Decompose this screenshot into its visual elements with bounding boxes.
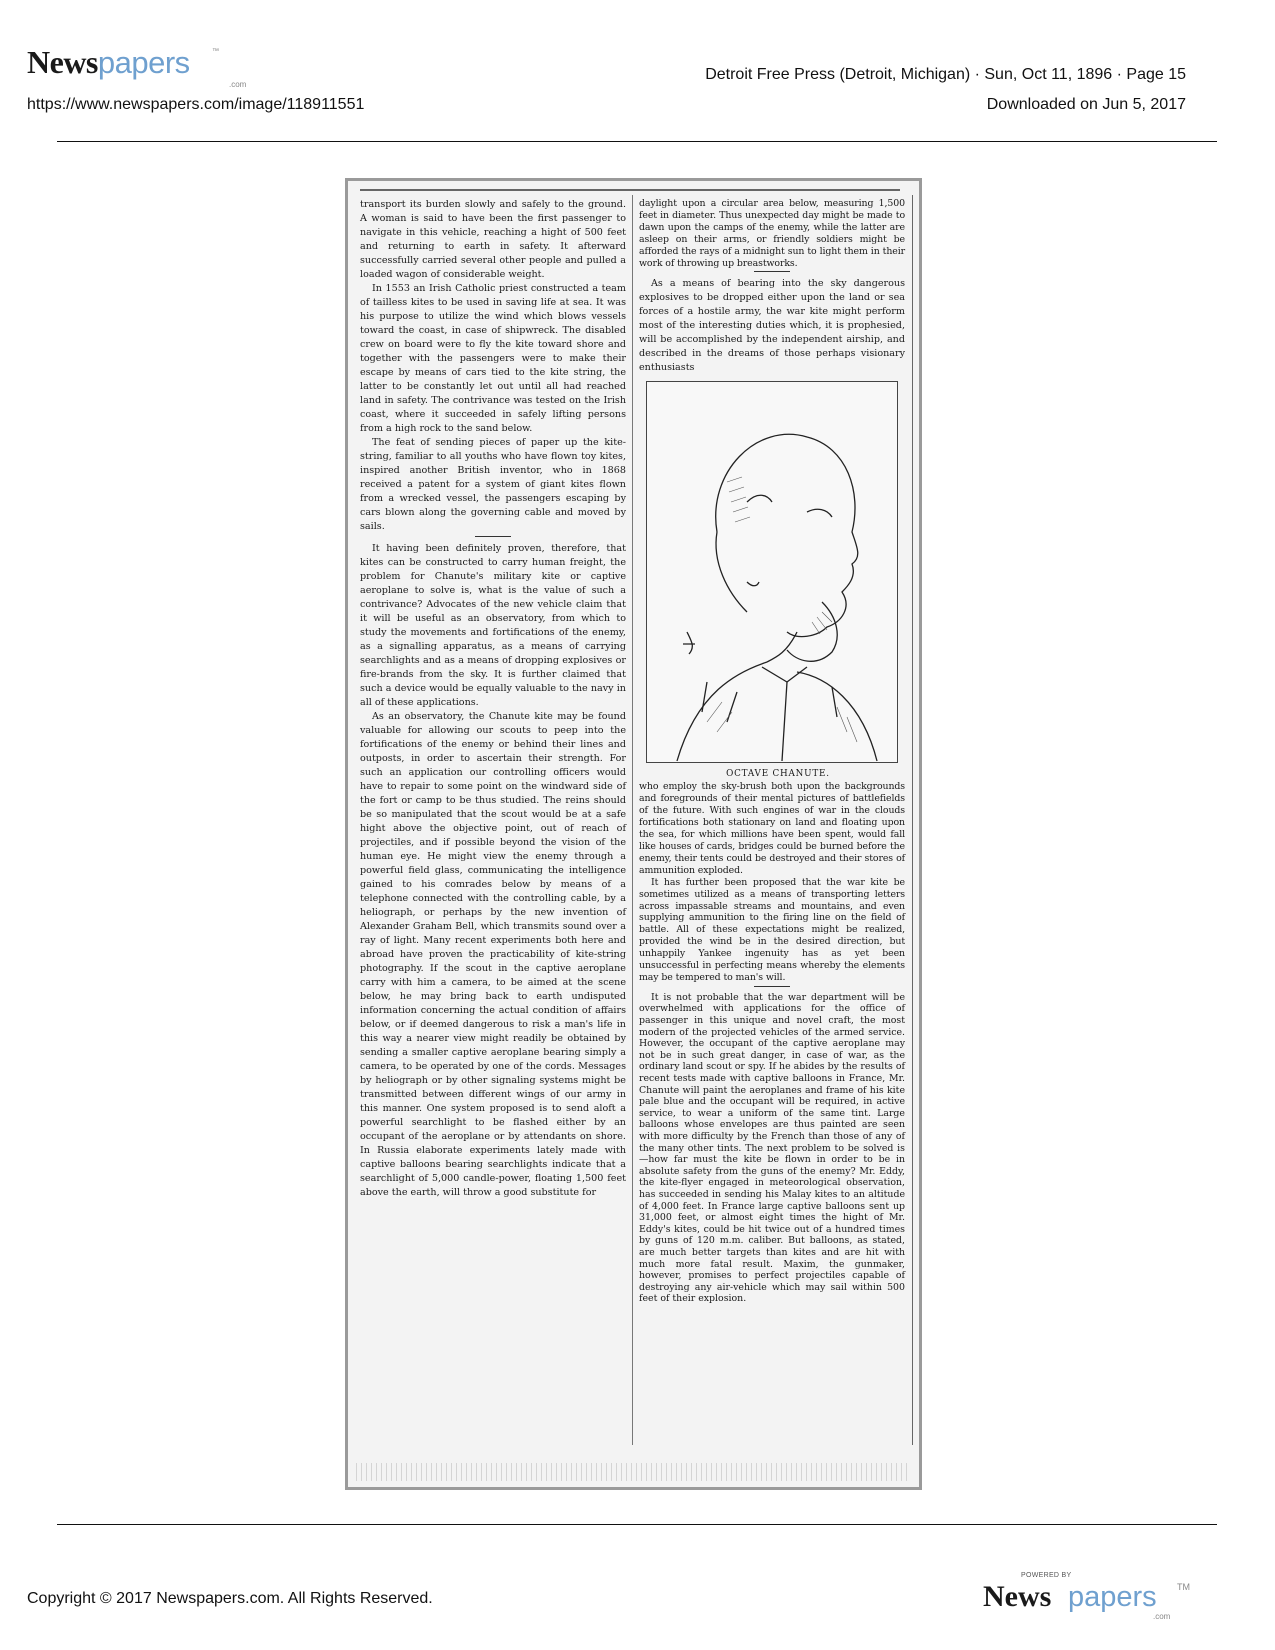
paragraph: As a means of bearing into the sky dangerous explosives to be dropped either upon the land or sea forces of a hostile army, the war kite might perform most of the interesting duties which, it is prophesied, will be accomplished by the independent airship, and described in the dreams of those perhaps visionary enthusiasts xyxy=(639,278,905,374)
right-border-rule xyxy=(912,195,913,1445)
article-column-1 xyxy=(360,198,626,1200)
image-url[interactable]: https://www.newspapers.com/image/118911551 xyxy=(27,96,365,113)
logo-com: .com xyxy=(229,80,247,89)
footer-logo-papers: papers xyxy=(1068,1581,1157,1613)
paragraph: In 1553 an Irish Catholic priest constructed a team of tailless kites to be used in saving life at sea. It was his purpose to utilize the wind which blows vessels toward the coast, in case of shipwreck. The disabled crew on board were to fly the kite toward shore and together with the passengers were to make their escape by means of cars tied to the kite string, the latter to be constantly let out until all had reached land in safety. The contrivance was tested on the Irish coast, where it succeeded in safely lifting persons from a high rock to the sand below. xyxy=(360,283,626,434)
powered-by-label: POWERED BY xyxy=(1021,1572,1072,1579)
octave-chanute-portrait xyxy=(647,382,897,762)
scan-noise xyxy=(356,1463,908,1481)
newspapers-logo[interactable] xyxy=(27,44,247,90)
logo-papers-text: papers xyxy=(97,45,190,80)
paragraph: It has further been proposed that the war kite be sometimes utilized as a means of transporting letters across impassable streams and mountains, and even supplying ammunition to the firing line on the field of battle. All of these expectations might be realized, provided the wind be in the desired direction, but unhappily Yankee ingenuity has as yet been unsuccessful in perfecting means whereby the elements may be tempered to man's will. xyxy=(639,876,905,983)
copyright-notice: Copyright © 2017 Newspapers.com. All Rights Reserved. xyxy=(27,1590,433,1607)
paragraph: who employ the sky-brush both upon the backgrounds and foregrounds of their mental pictures of battlefields of the future. With such engines of war in the clouds fortifications both stationary on land and floating upon the sea, for which millions have been spent, would fall like houses of cards, bridges could be burned before the enemy, their tents could be destroyed and their stores of ammunition exploded. xyxy=(639,781,905,876)
footer-logo-com: .com xyxy=(1153,1612,1171,1621)
paragraph: transport its burden slowly and safely to the ground. A woman is said to have been the first passenger to navigate in this vehicle, reaching a hight of 500 feet and returning to earth in safety. It afterward successfully carried several other people and pulled a loaded wagon of considerable weight. xyxy=(360,199,626,280)
paragraph: It having been definitely proven, therefore, that kites can be constructed to carry human freight, the problem for Chanute's military kite or captive aeroplane to solve is, what is the value of such a contrivance? Advocates of the new vehicle claim that it will be useful as an observatory, from which to study the movements and fortifications of the enemy, as a signalling apparatus, as a means of carrying searchlights and as a means of dropping explosives or fire-brands from the sky. It is further claimed that such a device would be equally valuable to the navy in all of these applications. xyxy=(360,543,626,708)
footer-divider xyxy=(57,1524,1217,1525)
paragraph: As an observatory, the Chanute kite may be found valuable for allowing our scouts to peep into the fortifications of the enemy or behind their lines and outposts, in order to ascertain their strength. For such an application our controlling officers would have to repair to some point on the windward side of the fort or camp to be thus studied. The reins should be so manipulated that the scout would be at a safe hight above the objective point, out of reach of projectiles, and if possible beyond the vision of the human eye. He might view the enemy through a powerful field glass, communicating the intelligence gained to his comrades below by means of a telephone connected with the controlling cable, by a heliograph, or perhaps by the new invention of Alexander Graham Bell, which transmits sound over a ray of light. Many recent experiments both here and abroad have proven the practicability of kite-string photography. If the scout in the captive aeroplane carry with him a camera, to be aimed at the scene below, he may bring back to earth undisputed information concerning the actual condition of affairs below, or if deemed dangerous to risk a man's life in this way a nearer view might readily be obtained by sending a smaller captive aeroplane bearing simply a camera, to be operated by one of the cords. Messages by heliograph or by other signaling systems might be transmitted between different wings of our army in this manner. One system proposed is to send aloft a powerful searchlight to be flashed either by an occupant of the aeroplane or by attendants on shore. In Russia elaborate experiments lately made with captive balloons bearing searchlights indicate that a searchlight of 5,000 candle-power, floating 1,500 feet above the earth, will throw a good substitute for xyxy=(360,711,626,1198)
article-column-2 xyxy=(639,198,905,1305)
paragraph: The feat of sending pieces of paper up the kite-string, familiar to all youths who have flown toy kites, inspired another British inventor, who in 1868 received a patent for a system of giant kites flown from a wrecked vessel, the passengers escaping by cars blown along the governing cable and moved by sails. xyxy=(360,437,626,532)
portrait-illustration xyxy=(646,381,898,763)
column-divider xyxy=(632,195,633,1445)
portrait-caption: OCTAVE CHANUTE. xyxy=(726,769,830,780)
section-separator xyxy=(754,271,790,272)
powered-by-newspapers-logo[interactable] xyxy=(983,1572,1193,1622)
footer-logo-news: News xyxy=(983,1580,1052,1613)
header-divider xyxy=(57,141,1217,142)
download-date: Downloaded on Jun 5, 2017 xyxy=(986,96,1186,113)
section-separator xyxy=(754,986,790,987)
footer-logo-tm: TM xyxy=(1177,1582,1190,1592)
clipping-top-rule xyxy=(360,189,900,191)
logo-tm: ™ xyxy=(212,48,219,55)
paragraph: daylight upon a circular area below, measuring 1,500 feet in diameter. Thus unexpected day might be made to dawn upon the camps of the enemy, while the latter are asleep on their arms, or friendly soldiers might be afforded the rays of a midnight sun to light them in their work of throwing up breastworks. xyxy=(639,198,905,269)
paragraph: It is not probable that the war department will be overwhelmed with applications for the office of passenger in this unique and novel craft, the most modern of the projected vehicles of the armed service. However, the occupant of the captive aeroplane may not be in such great danger, in case of war, as the ordinary land scout or spy. If he abides by the results of recent tests made with captive balloons in France, Mr. Chanute will paint the aeroplanes and frame of his kite pale blue and the occupant will be required, in active service, to wear a uniform of the same tint. Large balloons whose envelopes are thus painted are seen with more difficulty by the French than those of any of the many other tints. The next problem to be solved is—how far must the kite be flown in order to be in absolute safety from the guns of the enemy? Mr. Eddy, the kite-flyer engaged in meteorological observation, has succeeded in sending his Malay kites to an altitude of 4,000 feet. In France large captive balloons sent up 31,000 feet, or almost eight times the hight of Mr. Eddy's kites, could be hit twice out of a hundred times by guns of 120 m.m. caliber. But balloons, as stated, are much better targets than kites and are hit with much more fatal result. Maxim, the gunmaker, however, promises to perfect projectiles capable of destroying any air-vehicle which may sail within 500 feet of their explosion. xyxy=(639,991,905,1305)
section-separator xyxy=(475,536,511,537)
logo-news-text: News xyxy=(27,44,98,80)
newspaper-clipping xyxy=(345,178,922,1490)
publication-info: Detroit Free Press (Detroit, Michigan) · Sun, Oct 11, 1896 · Page 15 xyxy=(705,66,1186,83)
